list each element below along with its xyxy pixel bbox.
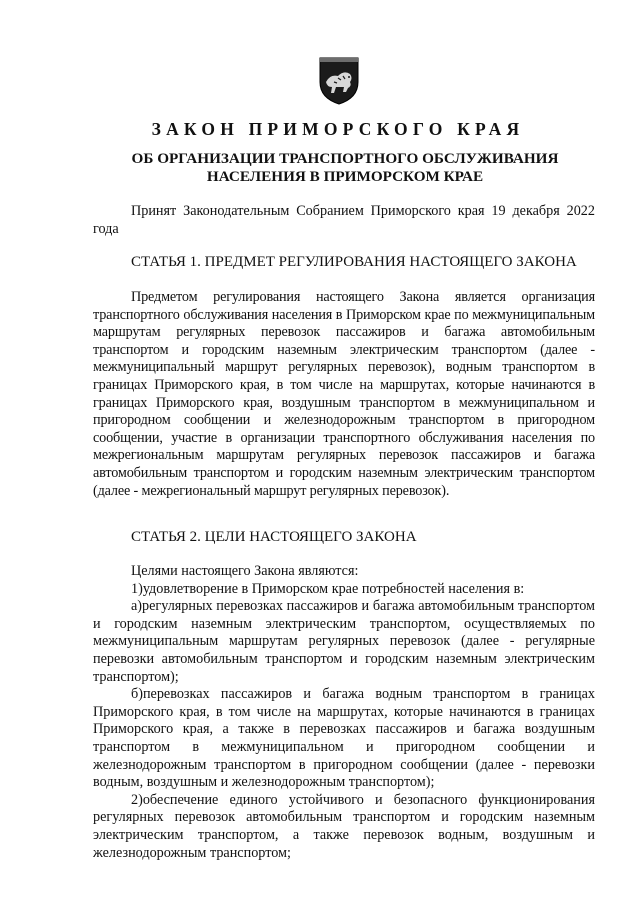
law-title: ЗАКОН ПРИМОРСКОГО КРАЯ: [151, 119, 525, 139]
article-1-heading: СТАТЬЯ 1. ПРЕДМЕТ РЕГУЛИРОВАНИЯ НАСТОЯЩЕГО ЗАКОНА: [131, 254, 577, 270]
adoption-date: Принят Законодательным Собранием Приморского края 19 декабря 2022 года: [93, 203, 595, 237]
article-2-intro: Целями настоящего Закона являются:: [131, 563, 359, 579]
article-2-body: [93, 563, 595, 862]
law-subtitle-line-1: ОБ ОРГАНИЗАЦИИ ТРАНСПОРТНОГО ОБСЛУЖИВАНИЯ: [131, 150, 559, 167]
coat-of-arms-shield: [316, 52, 362, 106]
article-2-item-1: 1)удовлетворение в Приморском крае потребностей населения в:: [131, 580, 525, 597]
coat-of-arms-icon: [316, 52, 362, 106]
article-2-heading: СТАТЬЯ 2. ЦЕЛИ НАСТОЯЩЕГО ЗАКОНА: [131, 529, 417, 545]
article-2-item-1a: а)регулярных перевозках пассажиров и багажа автомобильным транспортом и городским наземным электрическим транспортом, осуществляемых по межмуниципальным маршрутам регулярных перевозок (далее - регулярные перевозки автомобильным транспортом и городским наземным электрическим транспортом);: [93, 598, 595, 685]
law-subtitle-line-2: НАСЕЛЕНИЯ В ПРИМОРСКОМ КРАЕ: [206, 168, 484, 185]
article-2-item-2: 2)обеспечение единого устойчивого и безопасного функционирования регулярных перевозок автомобильным транспортом и городским наземным электрическим транспортом, а также перевозок водным, воздушным и железнодорожным транспортом;: [93, 791, 595, 861]
article-1-text: Предметом регулирования настоящего Закона является организация транспортного обслуживания населения в Приморском крае по межмуниципальным маршрутам регулярных перевозок пассажиров и багажа автомобильным транспортом и городским наземным электрическим транспортом (далее - межмуниципальный маршрут регулярных перевозок), водным транспортом в границах Приморского края, в том числе на маршрутах, которые начинаются в границах Приморского края, воздушным транспортом в межмуниципальном и пригородном сообщении и железнодорожным транспортом в пригородном сообщении, участие в организации транспортного обслуживания населения по межрегиональным маршрутам регулярных перевозок пассажиров и багажа автомобильным транспортом и городским наземным электрическим транспортом (далее - межрегиональный маршрут регулярных перевозок).: [93, 289, 595, 499]
law-subtitle: [110, 150, 580, 186]
article-2-item-1b: б)перевозках пассажиров и багажа водным транспортом в границах Приморского края, в том числе на маршрутах, которые начинаются в границах Приморского края, а также в перевозках пассажиров и багажа воздушным транспортом в межмуниципальном и пригородном сообщении и железнодорожным транспортом в пригородном сообщении (далее - перевозки водным, воздушным и железнодорожным транспортом);: [93, 686, 595, 791]
